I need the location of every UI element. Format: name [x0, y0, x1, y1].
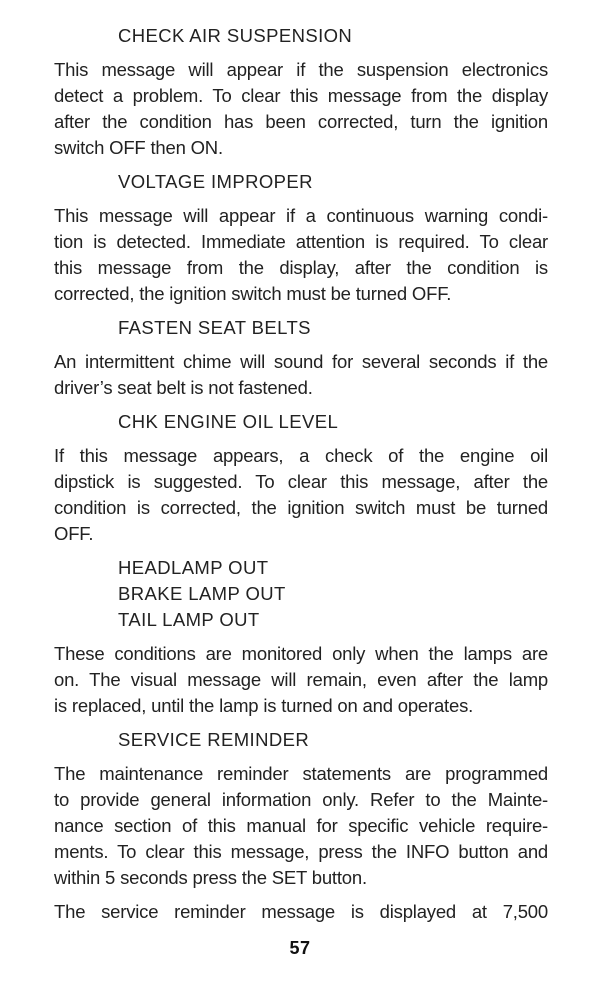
paragraph [54, 57, 548, 161]
section-heading: CHK ENGINE OIL LEVEL [118, 411, 339, 432]
paragraph-line: to provide general information only. Refer to the Mainte- [54, 789, 548, 810]
paragraph-line: corrected, the ignition switch must be turned OFF. [54, 283, 452, 304]
section-heading: BRAKE LAMP OUT [118, 583, 286, 604]
paragraph-line: within 5 seconds press the SET button. [54, 867, 367, 888]
paragraph-line: The maintenance reminder statements are programmed [54, 763, 548, 784]
paragraph-line: If this message appears, a check of the engine oil [54, 445, 548, 466]
paragraph-line: The service reminder message is displayed at 7,500 [54, 901, 548, 922]
paragraph-line: detect a problem. To clear this message from the display [54, 85, 548, 106]
paragraph [54, 349, 548, 401]
section-heading: SERVICE REMINDER [118, 729, 310, 750]
paragraph-line: This message will appear if the suspension electronics [54, 59, 548, 80]
document-section [54, 555, 548, 719]
paragraph-line: on. The visual message will remain, even after the lamp [54, 669, 548, 690]
paragraph-line: These conditions are monitored only when the lamps are [54, 643, 548, 664]
page-footer [0, 938, 600, 959]
paragraph-line: is replaced, until the lamp is turned on and operates. [54, 695, 474, 716]
paragraph-line: nance section of this manual for specific vehicle require- [54, 815, 548, 836]
document-section [54, 169, 548, 307]
section-heading: VOLTAGE IMPROPER [118, 171, 313, 192]
paragraph-line: OFF. [54, 523, 94, 544]
paragraph [54, 761, 548, 891]
document-section [54, 409, 548, 547]
section-heading: CHECK AIR SUSPENSION [118, 25, 353, 46]
paragraph-line: An intermittent chime will sound for several seconds if the [54, 351, 548, 372]
page-number: 57 [289, 938, 311, 958]
section-heading: FASTEN SEAT BELTS [118, 317, 311, 338]
document-section [54, 23, 548, 161]
paragraph-line: after the condition has been corrected, turn the ignition [54, 111, 548, 132]
section-heading: TAIL LAMP OUT [118, 609, 260, 630]
paragraph-line: this message from the display, after the condition is [54, 257, 548, 278]
paragraph-line: condition is corrected, the ignition switch must be turned [54, 497, 548, 518]
paragraph-line: dipstick is suggested. To clear this message, after the [54, 471, 548, 492]
paragraph [54, 641, 548, 719]
paragraph [54, 899, 548, 925]
document-section [54, 315, 548, 401]
document-section [54, 727, 548, 925]
paragraph-line: driver’s seat belt is not fastened. [54, 377, 313, 398]
paragraph [54, 443, 548, 547]
paragraph-line: switch OFF then ON. [54, 137, 223, 158]
paragraph-line: tion is detected. Immediate attention is required. To clear [54, 231, 548, 252]
section-heading: HEADLAMP OUT [118, 557, 269, 578]
paragraph-line: ments. To clear this message, press the INFO button and [54, 841, 548, 862]
paragraph-line: This message will appear if a continuous warning condi- [54, 205, 548, 226]
paragraph [54, 203, 548, 307]
